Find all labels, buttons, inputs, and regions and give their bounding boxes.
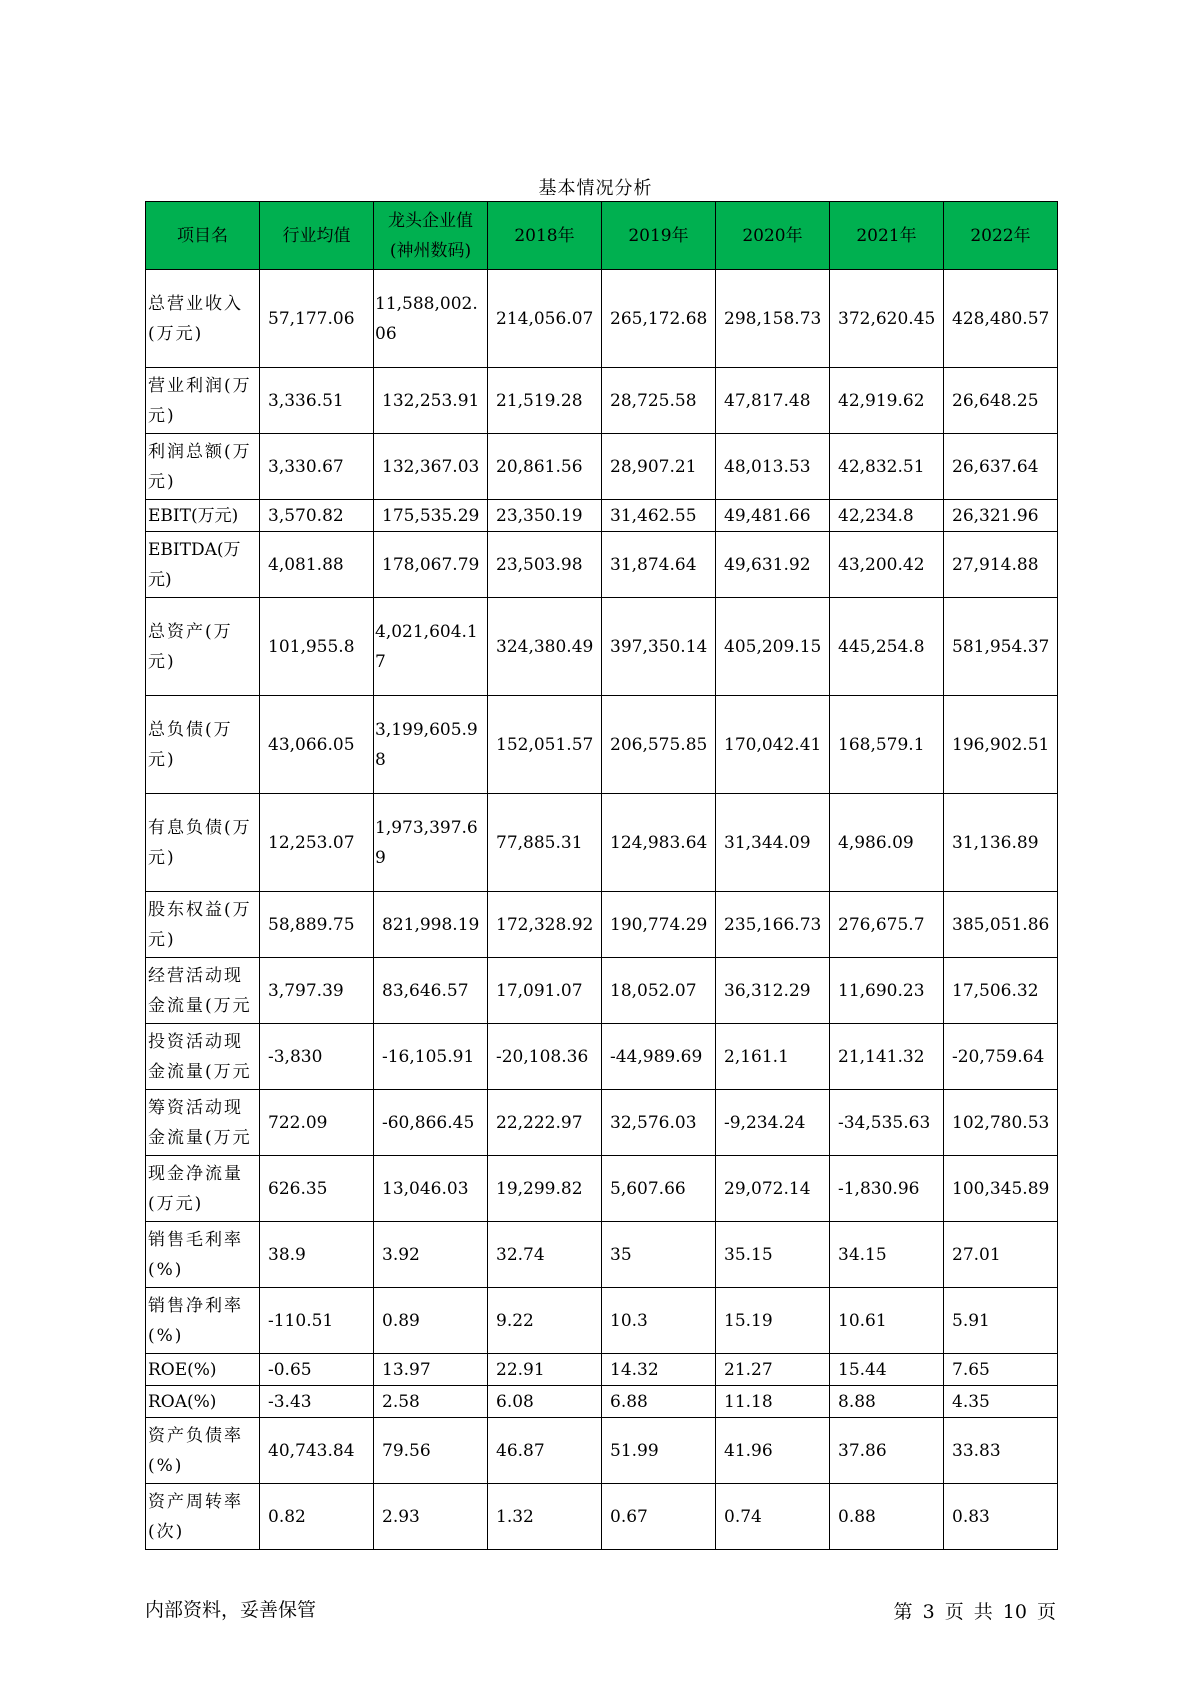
- row-label: 营业利润(万元): [146, 368, 260, 434]
- cell-2022: 7.65: [944, 1354, 1058, 1386]
- header-year-2019: 2019年: [602, 202, 716, 270]
- cell-2021: -34,535.63: [830, 1090, 944, 1156]
- cell-industry-average: 722.09: [260, 1090, 374, 1156]
- cell-leader-value: 2.93: [374, 1484, 488, 1550]
- header-year-2018: 2018年: [488, 202, 602, 270]
- cell-industry-average: -3,830: [260, 1024, 374, 1090]
- cell-2019: 51.99: [602, 1418, 716, 1484]
- cell-2019: 124,983.64: [602, 794, 716, 892]
- cell-2020: -9,234.24: [716, 1090, 830, 1156]
- cell-leader-value: 132,367.03: [374, 434, 488, 500]
- cell-2019: 32,576.03: [602, 1090, 716, 1156]
- row-label: 筹资活动现金流量(万元: [146, 1090, 260, 1156]
- cell-industry-average: 4,081.88: [260, 532, 374, 598]
- cell-2018: 214,056.07: [488, 270, 602, 368]
- cell-2018: -20,108.36: [488, 1024, 602, 1090]
- cell-2021: 276,675.7: [830, 892, 944, 958]
- row-label: 利润总额(万元): [146, 434, 260, 500]
- cell-2022: 31,136.89: [944, 794, 1058, 892]
- cell-leader-value: 13.97: [374, 1354, 488, 1386]
- cell-2019: 18,052.07: [602, 958, 716, 1024]
- table-row: [146, 368, 1058, 434]
- row-label: EBIT(万元): [146, 500, 260, 532]
- cell-2020: 49,631.92: [716, 532, 830, 598]
- header-industry-average: 行业均值: [260, 202, 374, 270]
- cell-2019: 28,725.58: [602, 368, 716, 434]
- page-number: 第 3 页 共 10 页: [893, 1601, 1056, 1623]
- cell-2019: 0.67: [602, 1484, 716, 1550]
- cell-2020: 35.15: [716, 1222, 830, 1288]
- cell-2020: 0.74: [716, 1484, 830, 1550]
- row-label: 资产周转率(次): [146, 1484, 260, 1550]
- cell-2021: 0.88: [830, 1484, 944, 1550]
- cell-2018: 152,051.57: [488, 696, 602, 794]
- cell-2018: 23,350.19: [488, 500, 602, 532]
- cell-2020: 21.27: [716, 1354, 830, 1386]
- table-row: [146, 1090, 1058, 1156]
- cell-leader-value: 79.56: [374, 1418, 488, 1484]
- row-label: 销售毛利率(%): [146, 1222, 260, 1288]
- cell-2018: 77,885.31: [488, 794, 602, 892]
- cell-2022: 26,321.96: [944, 500, 1058, 532]
- cell-leader-value: -60,866.45: [374, 1090, 488, 1156]
- cell-2021: 42,919.62: [830, 368, 944, 434]
- cell-2020: 47,817.48: [716, 368, 830, 434]
- cell-2019: 190,774.29: [602, 892, 716, 958]
- cell-2022: 428,480.57: [944, 270, 1058, 368]
- table-row: [146, 1156, 1058, 1222]
- cell-industry-average: 3,570.82: [260, 500, 374, 532]
- cell-2019: 28,907.21: [602, 434, 716, 500]
- cell-2022: 4.35: [944, 1386, 1058, 1418]
- table-header-row: [146, 202, 1058, 270]
- cell-2018: 17,091.07: [488, 958, 602, 1024]
- cell-2021: 43,200.42: [830, 532, 944, 598]
- cell-2020: 41.96: [716, 1418, 830, 1484]
- cell-2019: 265,172.68: [602, 270, 716, 368]
- table-caption: 基本情况分析: [538, 178, 653, 199]
- table-row: [146, 1484, 1058, 1550]
- cell-leader-value: 1,973,397.69: [374, 794, 488, 892]
- cell-2018: 172,328.92: [488, 892, 602, 958]
- cell-2022: 0.83: [944, 1484, 1058, 1550]
- cell-leader-value: 0.89: [374, 1288, 488, 1354]
- row-label: EBITDA(万元): [146, 532, 260, 598]
- cell-2021: 10.61: [830, 1288, 944, 1354]
- cell-industry-average: -3.43: [260, 1386, 374, 1418]
- row-label: 有息负债(万元): [146, 794, 260, 892]
- row-label: 经营活动现金流量(万元: [146, 958, 260, 1024]
- cell-industry-average: 3,330.67: [260, 434, 374, 500]
- cell-2018: 20,861.56: [488, 434, 602, 500]
- cell-industry-average: 57,177.06: [260, 270, 374, 368]
- cell-2019: 10.3: [602, 1288, 716, 1354]
- cell-industry-average: 101,955.8: [260, 598, 374, 696]
- cell-leader-value: 132,253.91: [374, 368, 488, 434]
- cell-2021: -1,830.96: [830, 1156, 944, 1222]
- cell-2022: 581,954.37: [944, 598, 1058, 696]
- table-row: [146, 794, 1058, 892]
- table-row: [146, 1024, 1058, 1090]
- row-label: 资产负债率(%): [146, 1418, 260, 1484]
- cell-2022: 33.83: [944, 1418, 1058, 1484]
- table-row: [146, 434, 1058, 500]
- cell-2021: 8.88: [830, 1386, 944, 1418]
- cell-leader-value: 4,021,604.17: [374, 598, 488, 696]
- cell-2020: 11.18: [716, 1386, 830, 1418]
- cell-2021: 42,832.51: [830, 434, 944, 500]
- header-year-2022: 2022年: [944, 202, 1058, 270]
- cell-2019: 31,874.64: [602, 532, 716, 598]
- cell-industry-average: -0.65: [260, 1354, 374, 1386]
- cell-2020: 31,344.09: [716, 794, 830, 892]
- cell-2019: 397,350.14: [602, 598, 716, 696]
- basic-analysis-table: [145, 201, 1058, 1550]
- cell-2019: 206,575.85: [602, 696, 716, 794]
- cell-2018: 46.87: [488, 1418, 602, 1484]
- cell-2022: 196,902.51: [944, 696, 1058, 794]
- cell-2022: 26,637.64: [944, 434, 1058, 500]
- row-label: ROE(%): [146, 1354, 260, 1386]
- cell-industry-average: 626.35: [260, 1156, 374, 1222]
- table-row: [146, 892, 1058, 958]
- cell-2019: 35: [602, 1222, 716, 1288]
- cell-industry-average: -110.51: [260, 1288, 374, 1354]
- cell-2018: 1.32: [488, 1484, 602, 1550]
- cell-industry-average: 3,336.51: [260, 368, 374, 434]
- cell-2018: 6.08: [488, 1386, 602, 1418]
- cell-2019: -44,989.69: [602, 1024, 716, 1090]
- cell-2020: 15.19: [716, 1288, 830, 1354]
- header-item-name: 项目名: [146, 202, 260, 270]
- cell-2021: 15.44: [830, 1354, 944, 1386]
- cell-leader-value: 11,588,002.06: [374, 270, 488, 368]
- table-row: [146, 270, 1058, 368]
- cell-2021: 11,690.23: [830, 958, 944, 1024]
- table-row: [146, 1354, 1058, 1386]
- cell-2019: 6.88: [602, 1386, 716, 1418]
- cell-2018: 9.22: [488, 1288, 602, 1354]
- cell-2018: 23,503.98: [488, 532, 602, 598]
- cell-leader-value: 175,535.29: [374, 500, 488, 532]
- cell-leader-value: 13,046.03: [374, 1156, 488, 1222]
- cell-2022: 102,780.53: [944, 1090, 1058, 1156]
- table-row: [146, 1418, 1058, 1484]
- cell-2022: 100,345.89: [944, 1156, 1058, 1222]
- row-label: 现金净流量(万元): [146, 1156, 260, 1222]
- cell-industry-average: 3,797.39: [260, 958, 374, 1024]
- cell-2020: 29,072.14: [716, 1156, 830, 1222]
- cell-industry-average: 0.82: [260, 1484, 374, 1550]
- cell-2022: 385,051.86: [944, 892, 1058, 958]
- cell-industry-average: 12,253.07: [260, 794, 374, 892]
- cell-industry-average: 38.9: [260, 1222, 374, 1288]
- row-label: 总资产(万元): [146, 598, 260, 696]
- cell-2018: 22,222.97: [488, 1090, 602, 1156]
- table-row: [146, 532, 1058, 598]
- cell-2018: 324,380.49: [488, 598, 602, 696]
- cell-leader-value: 83,646.57: [374, 958, 488, 1024]
- cell-2021: 21,141.32: [830, 1024, 944, 1090]
- confidentiality-note: 内部资料，妥善保管: [145, 1599, 317, 1621]
- table-row: [146, 598, 1058, 696]
- cell-2020: 2,161.1: [716, 1024, 830, 1090]
- cell-industry-average: 58,889.75: [260, 892, 374, 958]
- cell-2021: 445,254.8: [830, 598, 944, 696]
- cell-2020: 49,481.66: [716, 500, 830, 532]
- row-label: 股东权益(万元): [146, 892, 260, 958]
- cell-2021: 372,620.45: [830, 270, 944, 368]
- cell-2020: 405,209.15: [716, 598, 830, 696]
- row-label: 总营业收入(万元): [146, 270, 260, 368]
- cell-leader-value: -16,105.91: [374, 1024, 488, 1090]
- cell-2019: 14.32: [602, 1354, 716, 1386]
- row-label: 总负债(万元): [146, 696, 260, 794]
- cell-leader-value: 3,199,605.98: [374, 696, 488, 794]
- row-label: 销售净利率(%): [146, 1288, 260, 1354]
- cell-2018: 21,519.28: [488, 368, 602, 434]
- cell-leader-value: 821,998.19: [374, 892, 488, 958]
- cell-2021: 42,234.8: [830, 500, 944, 532]
- cell-2021: 168,579.1: [830, 696, 944, 794]
- table-row: [146, 1222, 1058, 1288]
- row-label: 投资活动现金流量(万元: [146, 1024, 260, 1090]
- header-leader-value: 龙头企业值(神州数码): [374, 202, 488, 270]
- cell-2020: 298,158.73: [716, 270, 830, 368]
- header-year-2020: 2020年: [716, 202, 830, 270]
- cell-industry-average: 40,743.84: [260, 1418, 374, 1484]
- table-row: [146, 696, 1058, 794]
- cell-2018: 22.91: [488, 1354, 602, 1386]
- cell-2019: 5,607.66: [602, 1156, 716, 1222]
- table-row: [146, 500, 1058, 532]
- cell-2021: 4,986.09: [830, 794, 944, 892]
- cell-2022: 27,914.88: [944, 532, 1058, 598]
- cell-2020: 36,312.29: [716, 958, 830, 1024]
- cell-2022: 5.91: [944, 1288, 1058, 1354]
- table-row: [146, 958, 1058, 1024]
- cell-2022: 17,506.32: [944, 958, 1058, 1024]
- cell-2019: 31,462.55: [602, 500, 716, 532]
- cell-2021: 34.15: [830, 1222, 944, 1288]
- cell-industry-average: 43,066.05: [260, 696, 374, 794]
- cell-2022: 27.01: [944, 1222, 1058, 1288]
- cell-leader-value: 178,067.79: [374, 532, 488, 598]
- cell-2021: 37.86: [830, 1418, 944, 1484]
- cell-leader-value: 2.58: [374, 1386, 488, 1418]
- cell-2022: 26,648.25: [944, 368, 1058, 434]
- cell-2022: -20,759.64: [944, 1024, 1058, 1090]
- cell-2020: 235,166.73: [716, 892, 830, 958]
- cell-2018: 19,299.82: [488, 1156, 602, 1222]
- cell-2020: 170,042.41: [716, 696, 830, 794]
- cell-2020: 48,013.53: [716, 434, 830, 500]
- row-label: ROA(%): [146, 1386, 260, 1418]
- header-year-2021: 2021年: [830, 202, 944, 270]
- cell-leader-value: 3.92: [374, 1222, 488, 1288]
- cell-2018: 32.74: [488, 1222, 602, 1288]
- table-row: [146, 1288, 1058, 1354]
- table-row: [146, 1386, 1058, 1418]
